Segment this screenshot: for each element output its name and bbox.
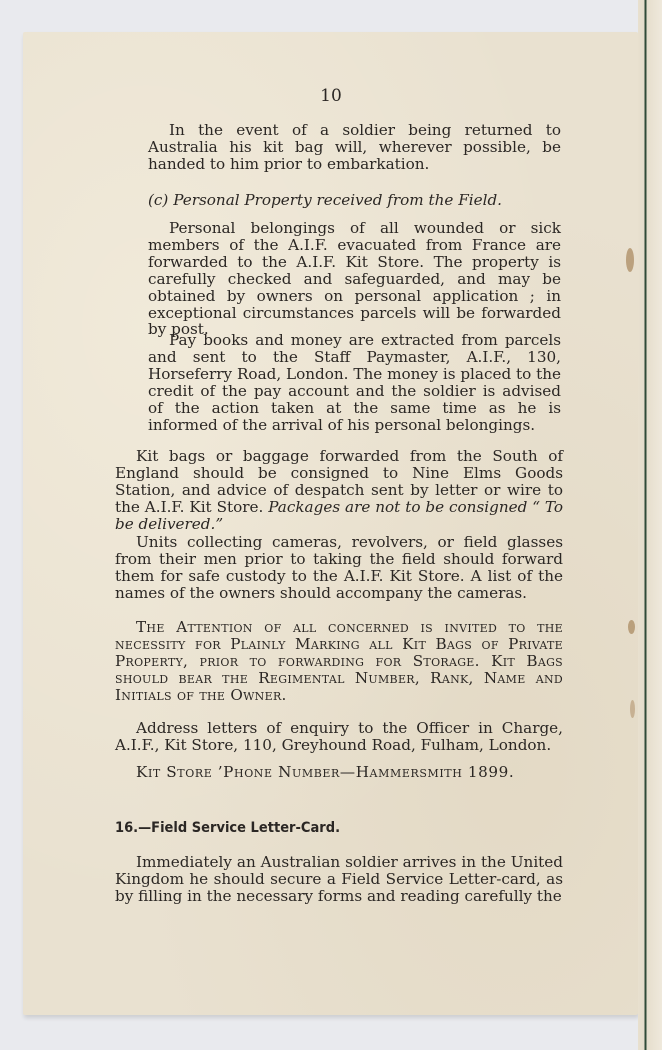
paragraph-kit-bag-return xyxy=(148,122,561,173)
paragraph-text: The Attention of all concerned is invited to the necessity for Plainly Marking all Kit Bags of Private Property, prior to forwarding for Storage. Kit Bags should bear the Regimental Number, Rank, Name and Initials of the Owner. xyxy=(115,618,563,704)
subsection-c-title xyxy=(148,192,561,209)
section-16-body xyxy=(115,854,563,905)
paragraph-text: Address letters of enquiry to the Officer in Charge, A.I.F., Kit Store, 110, Greyhound Road, Fulham, London. xyxy=(115,719,563,754)
paragraph-pay-books xyxy=(148,332,561,433)
section-heading: 16.—Field Service Letter-Card. xyxy=(115,820,341,836)
paragraph-text: Units collecting cameras, revolvers, or field glasses from their men prior to taking the field should forward them for safe custody to the A.I.F. Kit Store. A list of the names of the owners should accompany the cameras. xyxy=(115,533,563,602)
paragraph-text: Immediately an Australian soldier arrives in the United Kingdom he should secure a Field Service Letter-card, as by filling in the necessary forms and reading carefully the xyxy=(115,853,563,905)
paragraph-italic-note: Packages are not to be consigned “ To be delivered.” xyxy=(115,497,564,533)
subsection-title: Personal Property received from the Field. xyxy=(173,191,502,209)
subsection-label: (c) xyxy=(148,191,169,209)
section-16-heading-block xyxy=(115,820,563,837)
notice-marking-kit-bags xyxy=(115,619,563,704)
paragraph-main-text: Kit bags or baggage forwarded from the South of England should be consigned to Nine Elms Goods Station, and advice of despatch sent by letter or wire to the A.I.F. Kit Store. xyxy=(115,447,563,516)
paragraph-text: In the event of a soldier being returned to Australia his kit bag will, wherever possible, be handed to him prior to embarkation. xyxy=(148,121,561,173)
paragraph-kit-bags-south xyxy=(115,448,563,533)
paragraph-address-enquiry xyxy=(115,720,563,754)
paragraph-units-cameras xyxy=(115,534,563,602)
book-spine-edge xyxy=(638,0,662,1050)
page-number: 10 xyxy=(320,86,342,106)
foxing-stain xyxy=(630,700,635,718)
paragraph-text xyxy=(115,448,563,533)
foxing-stain xyxy=(626,248,634,272)
foxing-stain xyxy=(628,620,635,634)
paragraph-text: Pay books and money are extracted from parcels and sent to the Staff Paymaster, A.I.F., 130, Horseferry Road, London. The money is placed to the credit of the pay account and the soldier is advised of the action taken at the same time as he is informed of the arrival of his personal belongings. xyxy=(148,331,561,434)
paragraph-personal-belongings xyxy=(148,220,561,338)
phone-number-line xyxy=(115,764,563,781)
paragraph-text: Kit Store ’Phone Number—Hammersmith 1899. xyxy=(136,763,515,781)
paragraph-text: Personal belongings of all wounded or sick members of the A.I.F. evacuated from France are forwarded to the A.I.F. Kit Store. The property is carefully checked and safeguarded, and may be obtained by owners on personal application ; in exceptional circumstances parcels will be forwarded by post. xyxy=(148,219,561,339)
